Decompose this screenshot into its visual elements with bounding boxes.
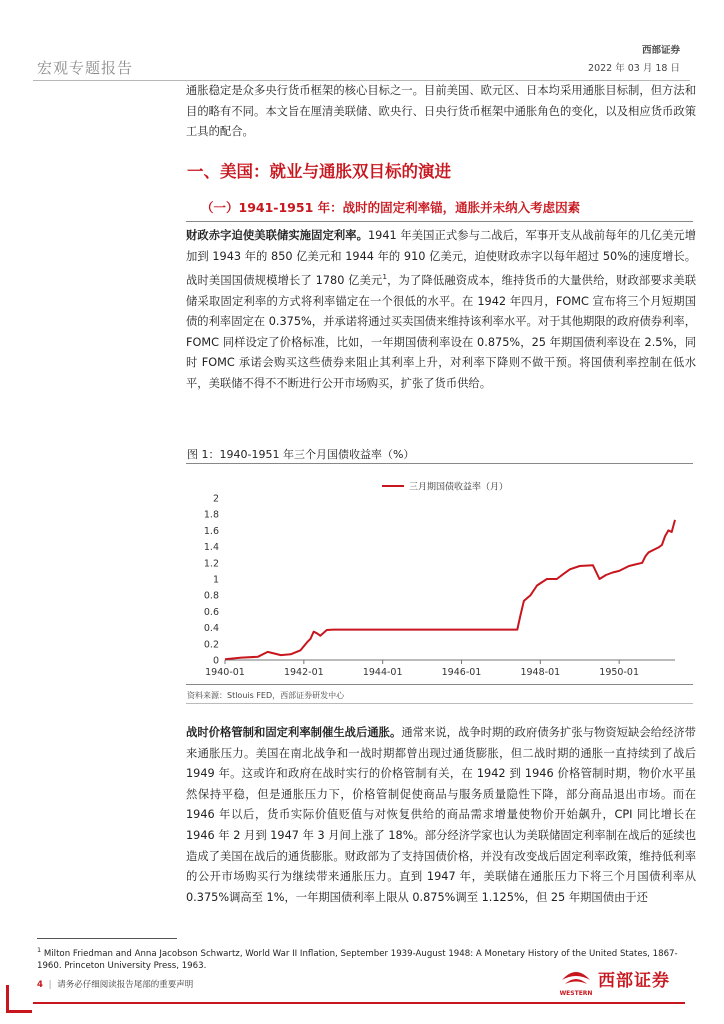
footer-separator: | (48, 980, 52, 990)
x-tick-label: 1946-01 (441, 667, 482, 678)
legend-label: 三月期国债收益率（月） (409, 482, 509, 493)
intro-paragraph (186, 81, 696, 143)
y-tick-label: 0.4 (203, 623, 219, 635)
footer-bar (33, 1002, 685, 1004)
paragraph-2-text: 通常来说，战争时期的政府债务扩张与物资短缺会给经济带来通胀压力。美国在南北战争和一战时期都曾出现过通货膨胀，但二战时期的通胀一直持续到了战后 1949 年。这或许和政府在战时实行的价格管制有关，在 1942 到 1946 价格管制时期，物价水平虽然保持平稳，但是通胀压力下，价格管制促使商品与服务质量隐性下降，部分商品退出市场。而在 1946 年以后，货币实际价值贬值与对恢复供给的商品需求增量使物价开始飙升，CPI 同比增长在 1946 年 2 月到 1947 年 3 月间上涨了 18%。部分经济学家也认为美联储固定利率制在战后的延续也造成了美国在战后的通货膨胀。财政部为了支持国债价格，并没有改变战后固定利率政策，维持低利率的公开市场购买行为继续带来通胀压力。直到 1947 年，美联储在通胀压力下将三个月国债利率从 0.375%调高至 1%，一年期国债利率上限从 0.875%调至 1.125%，但 25 年期国债由于还 (186, 726, 696, 904)
footer-note (37, 978, 193, 990)
subsection-heading: （一）1941-1951 年：战时的固定利率锚，通胀并未纳入考虑因素 (201, 200, 581, 215)
figure-title: 图 1：1940-1951 年三个月国债收益率（%） (187, 448, 415, 461)
page-number: 4 (37, 980, 43, 990)
subsection-rule (186, 221, 693, 222)
figure-source-rule (186, 703, 693, 704)
y-tick-label: 0.8 (203, 590, 219, 602)
footnote-mark: 1 (37, 946, 42, 954)
x-tick-label: 1940-01 (205, 667, 245, 678)
y-tick-label: 1.4 (203, 542, 219, 554)
yield-chart (186, 466, 693, 682)
corner-mark-horizontal (6, 1010, 32, 1013)
y-tick-label: 1 (212, 574, 219, 586)
y-tick-label: 0.2 (203, 639, 219, 651)
y-tick-label: 2 (212, 493, 219, 505)
figure-bottom-rule (186, 684, 693, 685)
footnote-text: Milton Friedman and Anna Jacobson Schwartz, World War II Inflation, September 1939-August 1948: A Monetary History of the United States, 1867-1960. Princeton University Press, 1963. (37, 948, 678, 972)
series-line (225, 520, 675, 659)
y-tick-label: 1.8 (203, 509, 219, 521)
footnote-rule (37, 938, 177, 939)
company-logo-icon (556, 962, 596, 998)
x-tick-label: 1948-01 (520, 667, 561, 678)
figure-source: 资料来源：Stlouis FED，西部证券研发中心 (187, 691, 345, 700)
chart-legend (382, 481, 508, 493)
paragraph-1-lead: 财政赤字迫使美联储实施固定利率。 (186, 229, 368, 242)
header-brand: 西部证券 (641, 45, 680, 56)
footnote-ref[interactable]: 1 (382, 273, 387, 282)
figure-top-rule (186, 463, 693, 464)
y-tick-label: 1.2 (203, 558, 219, 570)
logo-sub: WESTERN (559, 990, 593, 997)
corner-mark-vertical (6, 985, 9, 1013)
paragraph-1-text-b: ，为了降低融资成本，维持货币的大量供给，财政部要求美联储采取固定利率的方式将利率锚定在一个很低的水平。在 1942 年四月，FOMC 宣布将三个月短期国债的利率固定在 0.375%，并承诺将通过买卖国债来维持该利率水平。对于其他期限的政府债券利率，FOMC 同样设定了价格标准，比如，一年期国债利率设在 0.875%，25 年期国债利率设在 2.5%，同时 FOMC 承诺会购买这些债券来阻止其利率上升，对利率下降则不做干预。将国债利率控制在低水平，美联储不得不不断进行公开市场购买，扩张了货币供给。 (186, 273, 696, 390)
x-tick-label: 1944-01 (362, 667, 403, 678)
intro-text: 通胀稳定是众多央行货币框架的核心目标之一。目前美国、欧元区、日本均采用通胀目标制，但方法和目的略有不同。本文旨在厘清美联储、欧央行、日央行货币框架中通胀角色的变化，以及相应货币政策工具的配合。 (186, 84, 696, 139)
section-heading: 一、美国：就业与通胀双目标的演进 (187, 162, 451, 181)
y-tick-label: 0 (212, 655, 219, 667)
paragraph-1 (186, 226, 696, 395)
x-tick-label: 1942-01 (283, 667, 324, 678)
y-tick-label: 1.6 (203, 525, 219, 537)
report-category: 宏观专题报告 (37, 59, 134, 77)
company-logo-text: 西部证券 (598, 971, 670, 991)
header-date: 2022 年 03 月 18 日 (588, 63, 680, 74)
paragraph-1-text-a: 1941 年美国正式参与二战后，军事开支从战前每年的几亿美元增加到 1943 年的 850 亿美元和 1944 年的 910 亿美元，迫使财政赤字以每年超过 50%的速度增长。战时美国国债规模增长了 1780 亿美元 (186, 229, 696, 287)
footer-disclaimer: 请务必仔细阅读报告尾部的重要声明 (57, 980, 194, 990)
x-tick-label: 1950-01 (599, 667, 640, 678)
y-tick-label: 0.6 (203, 606, 219, 618)
paragraph-2-lead: 战时价格管制和固定利率制催生战后通胀。 (186, 726, 402, 739)
paragraph-2 (186, 723, 696, 908)
